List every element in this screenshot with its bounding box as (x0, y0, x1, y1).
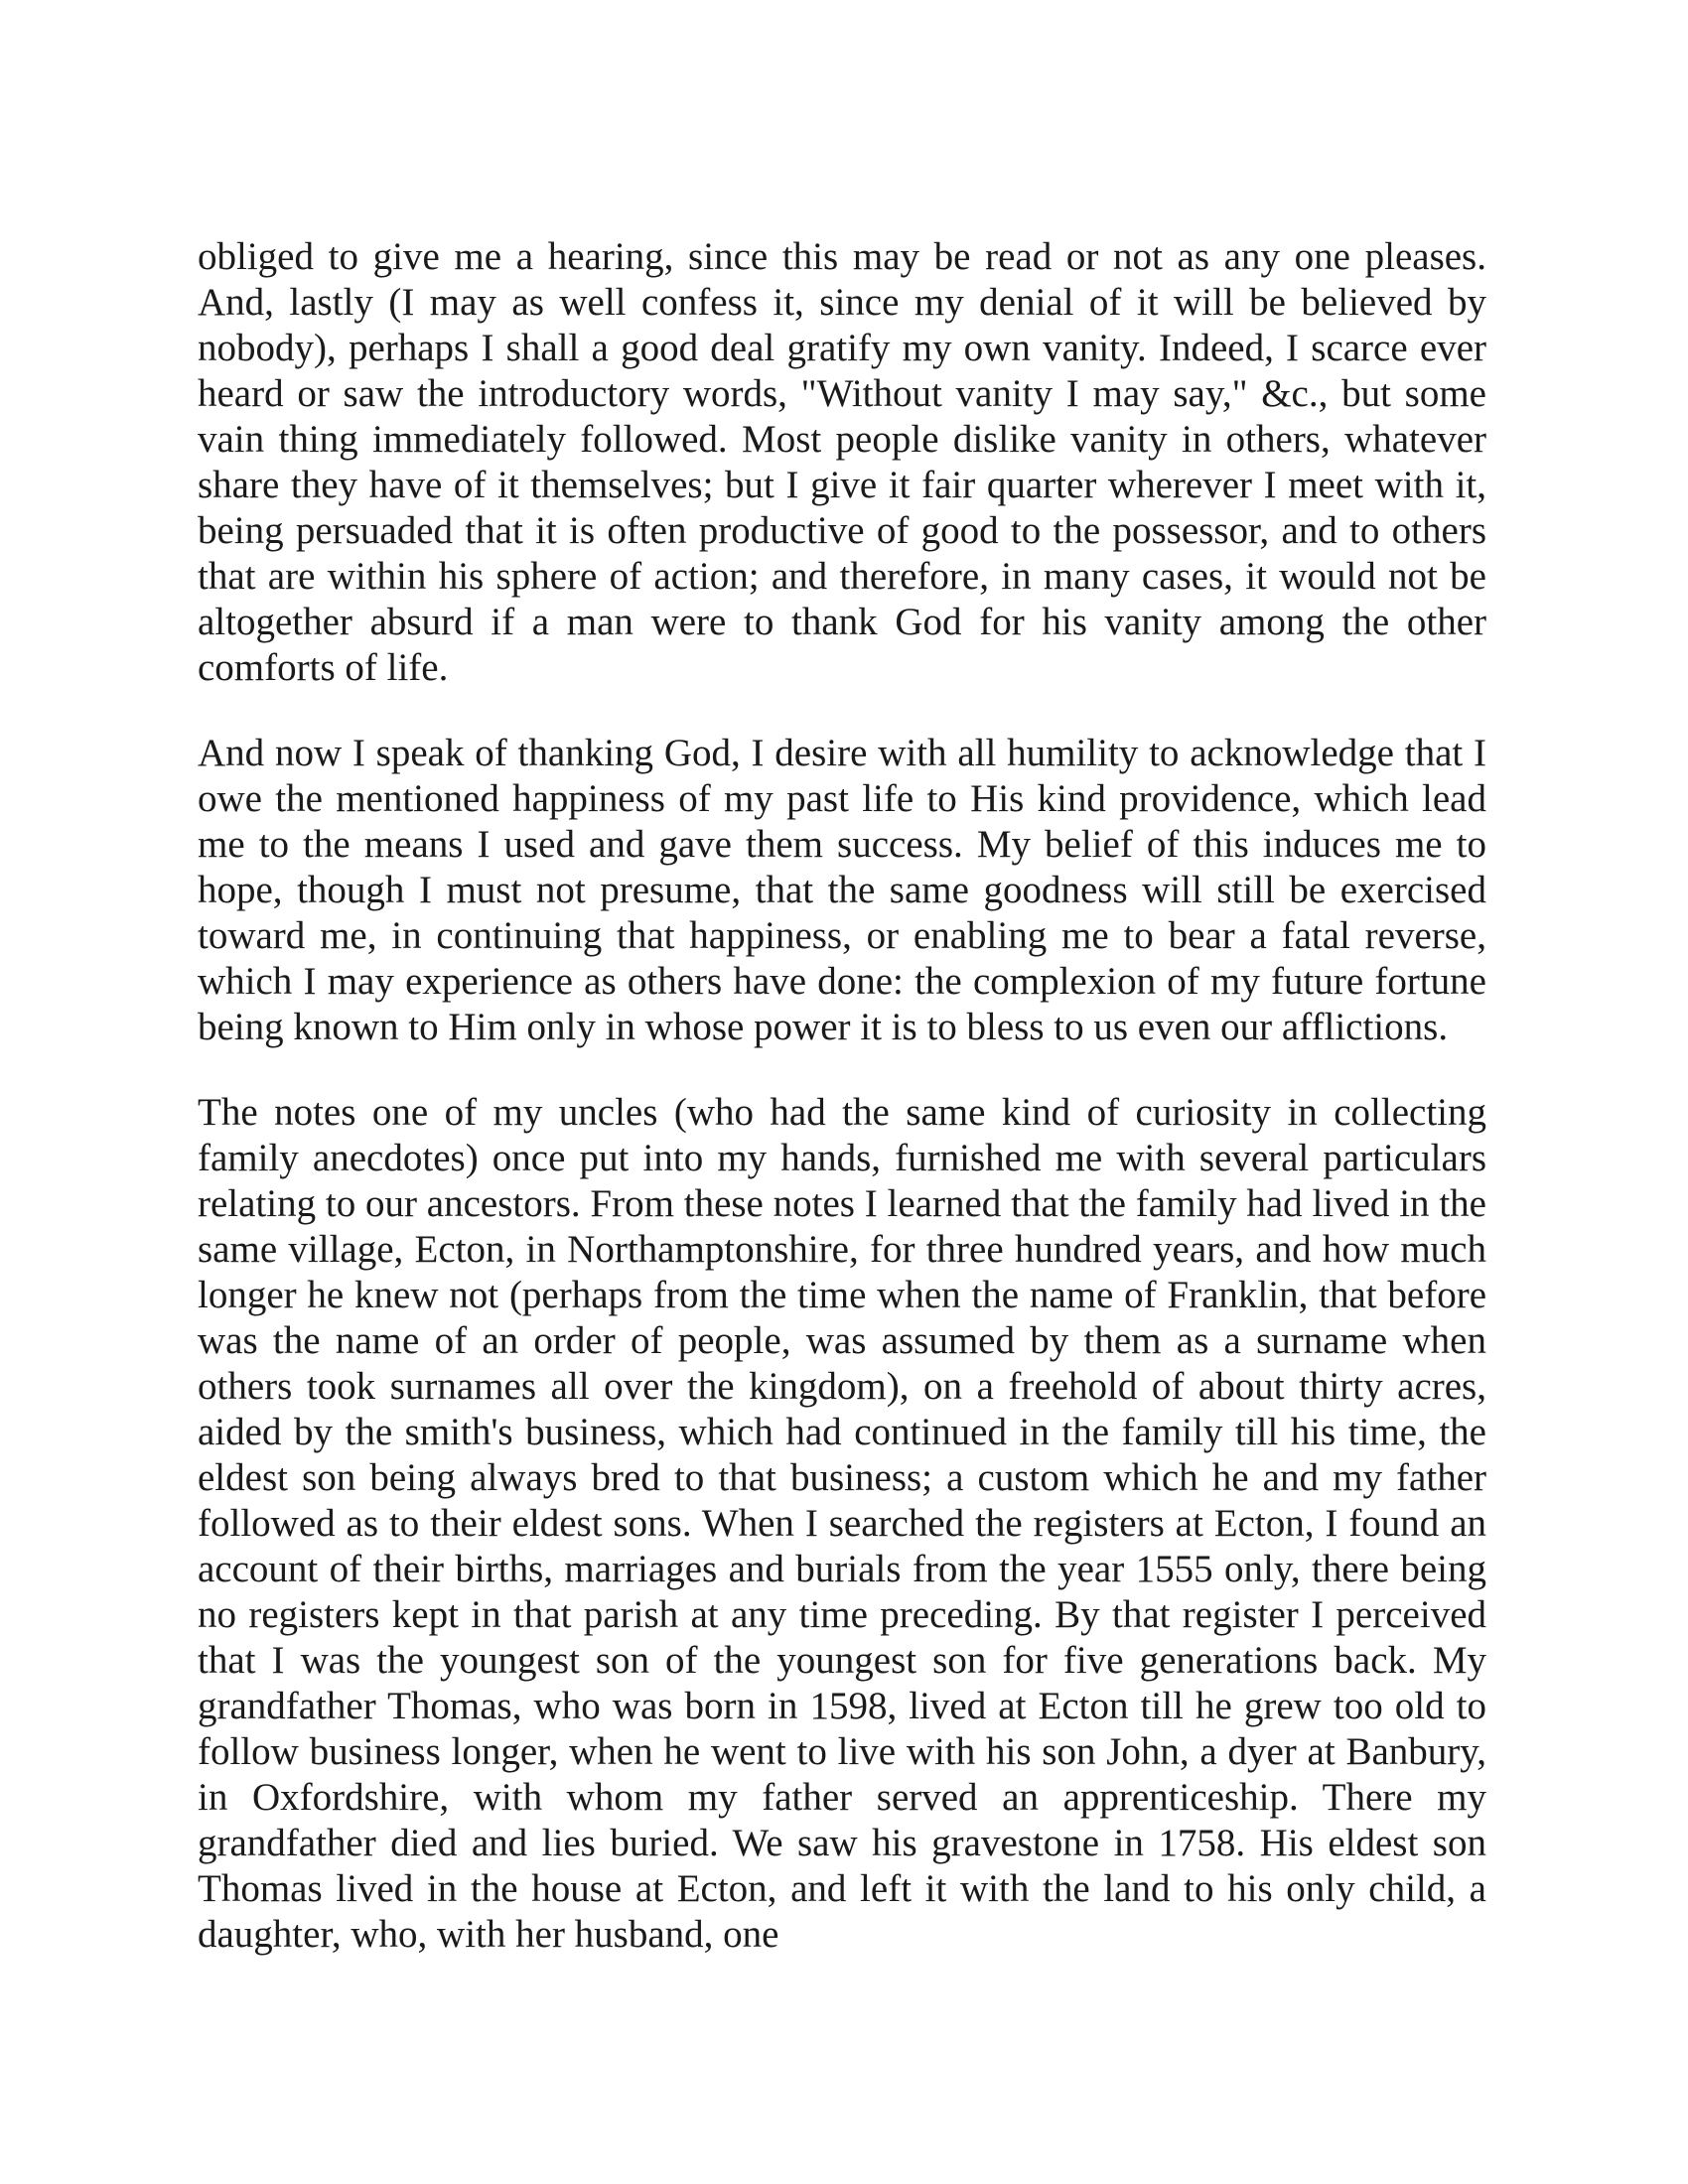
paragraph-ancestors: The notes one of my uncles (who had the same kind of curiosity in collecting family anecdotes) once put into my hands, furnished me with several particulars relating to our ancestors. From these notes I learned that the family had lived in the same village, Ecton, in Northamptonshire, for three hundred years, and how much longer he knew not (perhaps from the time when the name of Franklin, that before was the name of an order of people, was assumed by them as a surname when others took surnames all over the kingdom), on a freehold of about thirty acres, aided by the smith's business, which had continued in the family till his time, the eldest son being always bred to that business; a custom which he and my father followed as to their eldest sons. When I searched the registers at Ecton, I found an account of their births, marriages and burials from the year 1555 only, there being no registers kept in that parish at any time preceding. By that register I perceived that I was the youngest son of the youngest son for five generations back. My grandfather Thomas, who was born in 1598, lived at Ecton till he grew too old to follow business longer, when he went to live with his son John, a dyer at Banbury, in Oxfordshire, with whom my father served an apprenticeship. There my grandfather died and lies buried. We saw his gravestone in 1758. His eldest son Thomas lived in the house at Ecton, and left it with the land to his only child, a daughter, who, with her husband, one (198, 1091, 1486, 1956)
document-page (198, 234, 1486, 1997)
paragraph-vanity: obliged to give me a hearing, since this may be read or not as any one pleases. And, lastly (I may as well confess it, since my denial of it will be believed by nobody), perhaps I shall a good deal gratify my own vanity. Indeed, I scarce ever heard or saw the introductory words, "Without vanity I may say," &c., but some vain thing immediately followed. Most people dislike vanity in others, whatever share they have of it themselves; but I give it fair quarter wherever I meet with it, being persuaded that it is often productive of good to the possessor, and to others that are within his sphere of action; and therefore, in many cases, it would not be altogether absurd if a man were to thank God for his vanity among the other comforts of life. (198, 235, 1486, 689)
paragraph-providence: And now I speak of thanking God, I desire with all humility to acknowledge that I owe the mentioned happiness of my past life to His kind providence, which lead me to the means I used and gave them success. My belief of this induces me to hope, though I must not presume, that the same goodness will still be exercised toward me, in continuing that happiness, or enabling me to bear a fatal reverse, which I may experience as others have done: the complexion of my future fortune being known to Him only in whose power it is to bless to us even our afflictions. (198, 732, 1486, 1048)
